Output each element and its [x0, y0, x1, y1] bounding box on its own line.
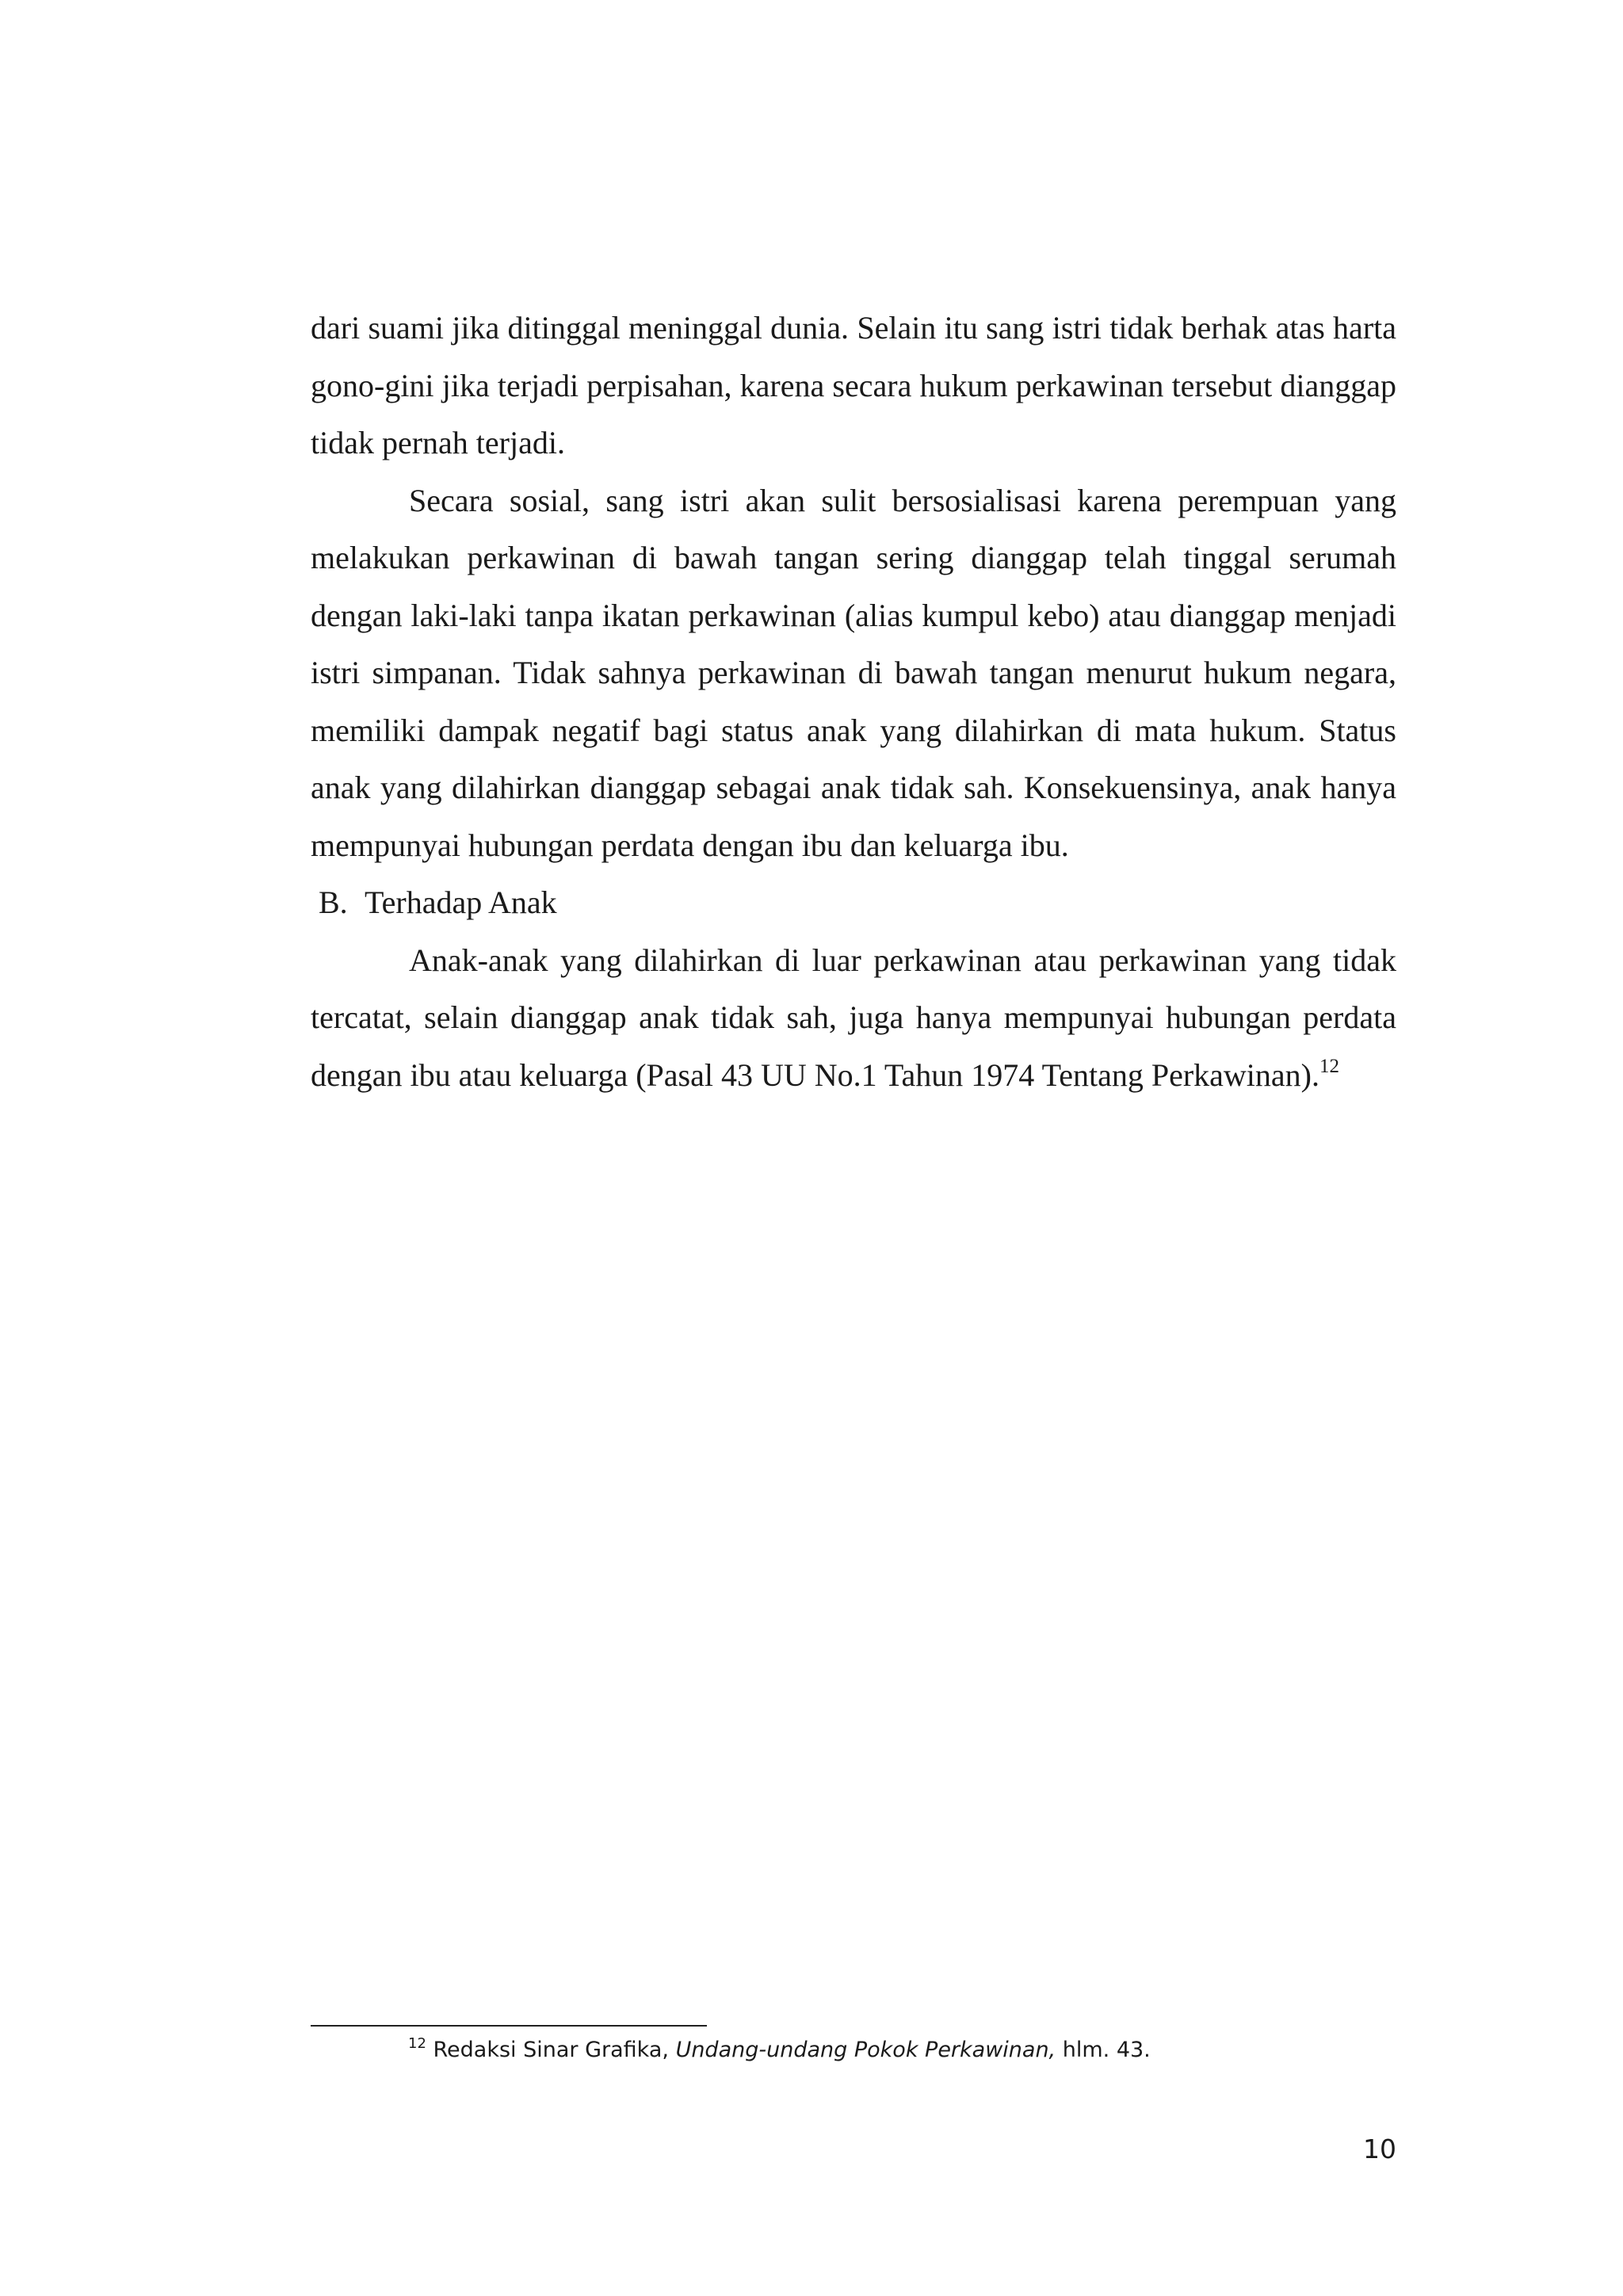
- paragraph-continuation: dari suami jika ditinggal meninggal dunia. Selain itu sang istri tidak berhak atas harta gono-gini jika terjadi perpisahan, karena secara hukum perkawinan tersebut dianggap tidak pernah terjadi.: [311, 310, 1396, 460]
- section-letter: B.: [319, 884, 348, 920]
- footnote-author: Redaksi Sinar Grafika,: [433, 2038, 676, 2062]
- footnote-separator: [311, 2025, 707, 2027]
- paragraph-social-impact: Secara sosial, sang istri akan sulit bersosialisasi karena perempuan yang melakukan perkawinan di bawah tangan sering dianggap telah tinggal serumah dengan laki-laki tanpa ikatan perkawinan (alias kumpul kebo) atau dianggap menjadi istri simpanan. Tidak sahnya perkawinan di bawah tangan menurut hukum negara, memiliki dampak negatif bagi status anak yang dilahirkan di mata hukum. Status anak yang dilahirkan dianggap sebagai anak tidak sah. Konsekuensinya, anak hanya mempunyai hubungan perdata dengan ibu dan keluarga ibu.: [311, 482, 1396, 863]
- footnote-reference: 12: [1319, 1055, 1339, 1077]
- footnote-page: hlm. 43.: [1056, 2038, 1151, 2062]
- footnote-title: Undang-undang Pokok Perkawinan,: [675, 2038, 1056, 2062]
- page-number: 10: [1363, 2134, 1396, 2164]
- paragraph-child-impact: [311, 932, 1396, 1105]
- section-title: Terhadap Anak: [365, 884, 557, 920]
- paragraph-child-impact-text: Anak-anak yang dilahirkan di luar perkawinan atau perkawinan yang tidak tercatat, selain dianggap anak tidak sah, juga hanya mempunyai hubungan perdata dengan ibu atau keluarga (Pasal 43 UU No.1 Tahun 1974 Tentang Perkawinan).: [311, 942, 1396, 1093]
- footnote: [408, 2033, 1151, 2068]
- page-body: [311, 300, 1396, 1104]
- section-heading: [311, 874, 1396, 932]
- footnote-number: 12: [408, 2035, 426, 2052]
